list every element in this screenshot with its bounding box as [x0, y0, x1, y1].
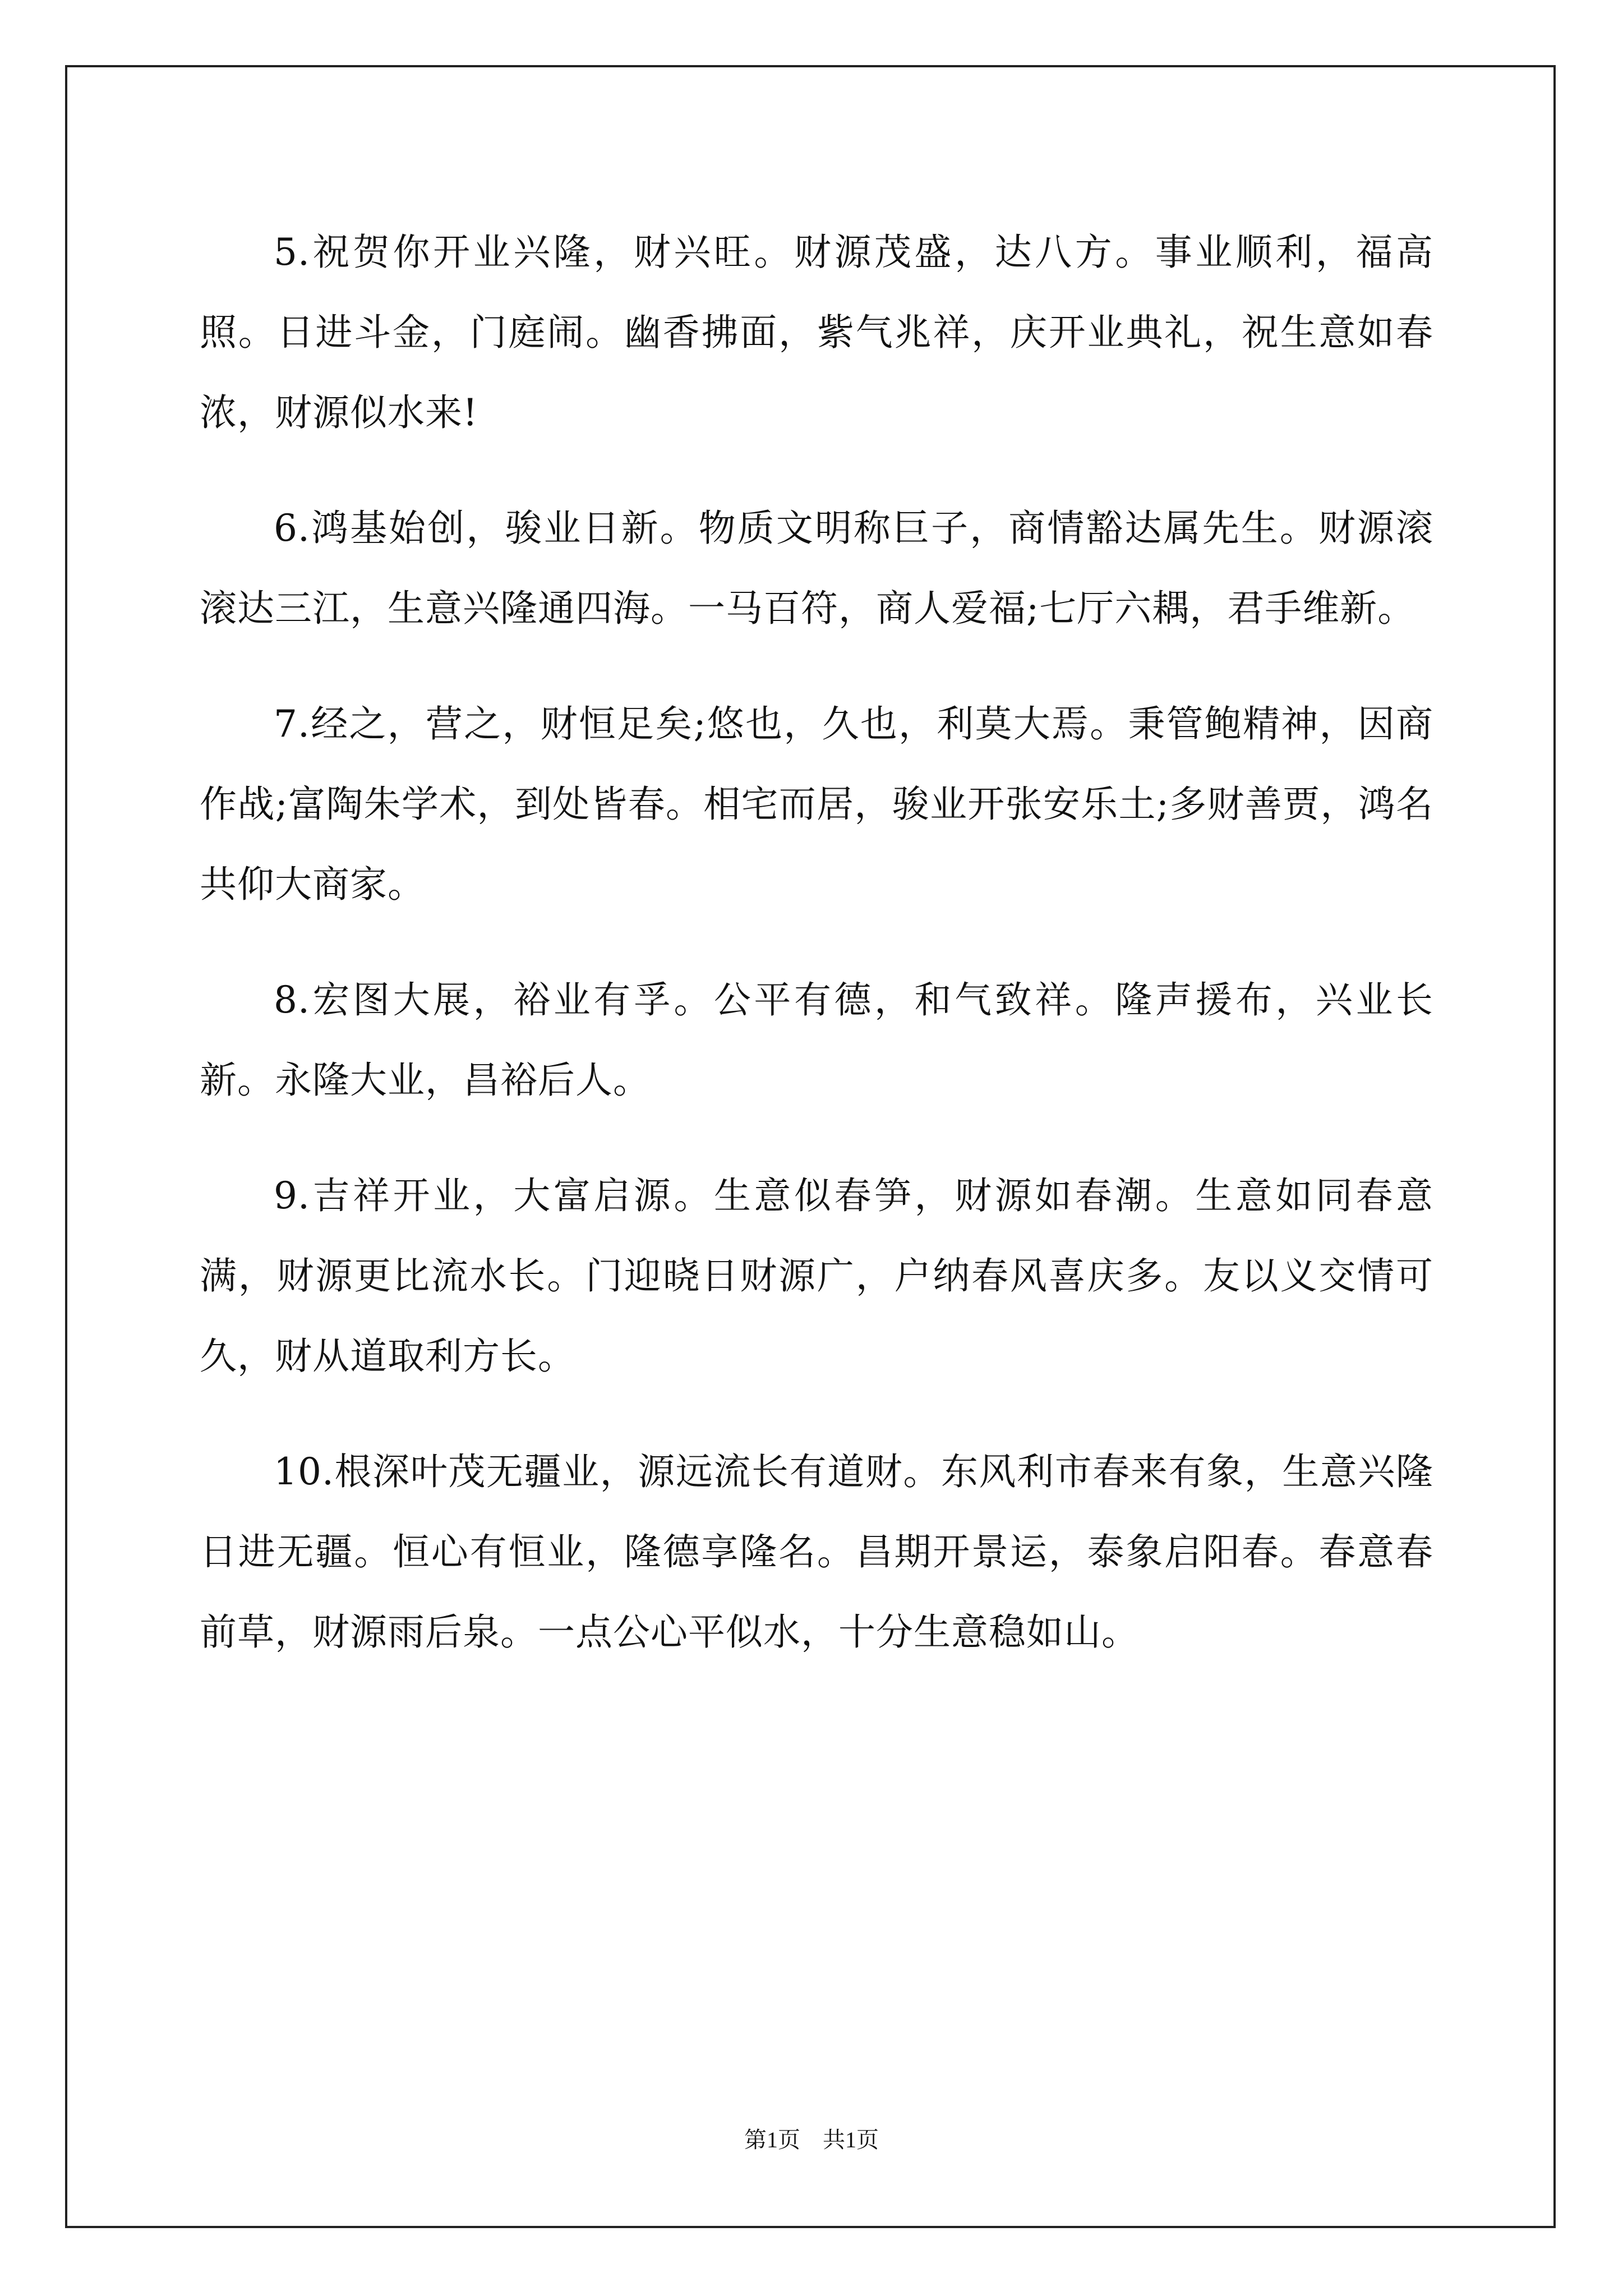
page-footer — [0, 2126, 1623, 2154]
paragraph-7: 7.经之，营之，财恒足矣;悠也，久也，利莫大焉。秉管鲍精神，因商作战;富陶朱学术，到处皆春。相宅而居，骏业开张安乐土;多财善贾，鸿名共仰大商家。 — [200, 702, 1433, 906]
paragraph-8: 8.宏图大展，裕业有孚。公平有德，和气致祥。隆声援布，兴业长新。永隆大业，昌裕后人。 — [200, 978, 1433, 1102]
paragraph-6: 6.鸿基始创，骏业日新。物质文明称巨子，商情豁达属先生。财源滚滚达三江，生意兴隆通四海。一马百符，商人爱福;七厅六耦，君手维新。 — [200, 507, 1433, 630]
page-total: 共1页 — [823, 2127, 879, 2152]
document-body — [200, 212, 1433, 1708]
page-number: 第1页 — [744, 2127, 800, 2152]
paragraph-10: 10.根深叶茂无疆业，源远流长有道财。东风利市春来有象，生意兴隆日进无疆。恒心有恒业，隆德享隆名。昌期开景运，泰象启阳春。春意春前草，财源雨后泉。一点公心平似水，十分生意稳如山。 — [200, 1450, 1433, 1654]
paragraph-5: 5.祝贺你开业兴隆，财兴旺。财源茂盛，达八方。事业顺利，福高照。日进斗金，门庭闹。幽香拂面，紫气兆祥，庆开业典礼，祝生意如春浓，财源似水来! — [200, 231, 1433, 434]
paragraph-9: 9.吉祥开业，大富启源。生意似春笋，财源如春潮。生意如同春意满，财源更比流水长。门迎晓日财源广，户纳春风喜庆多。友以义交情可久，财从道取利方长。 — [200, 1174, 1433, 1378]
